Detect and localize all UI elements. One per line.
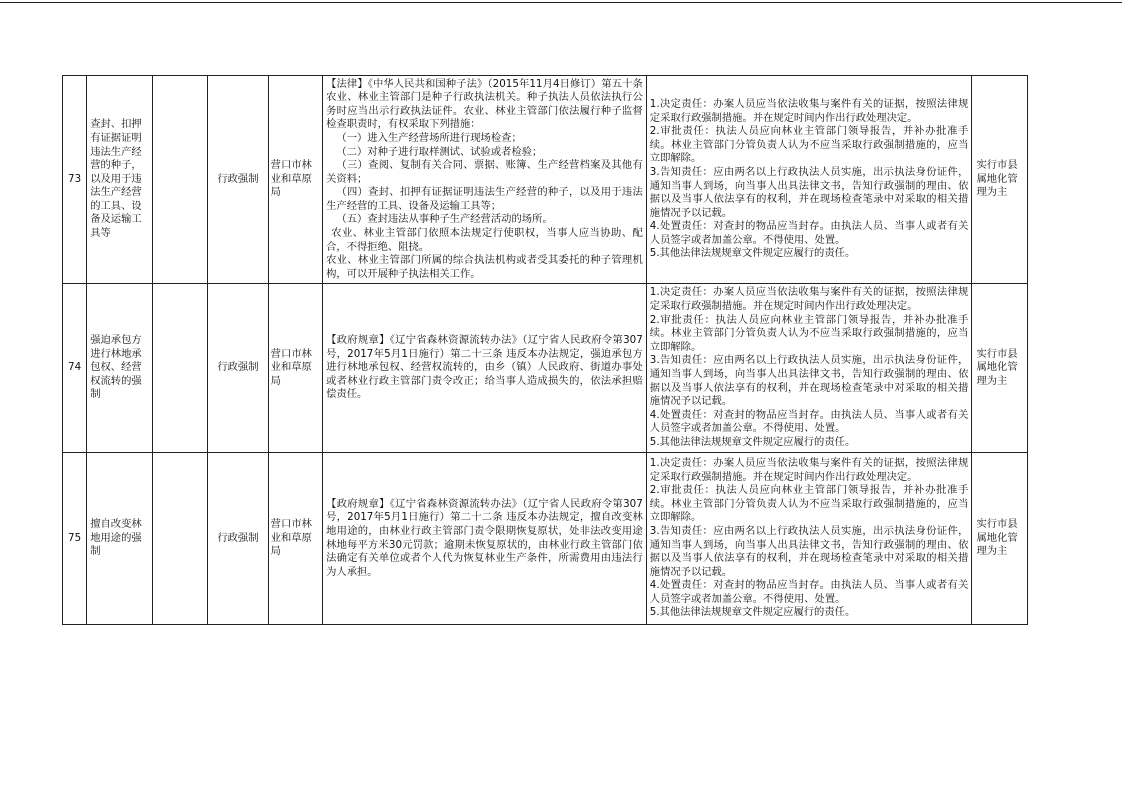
row-index: 75 xyxy=(63,453,87,625)
table-row xyxy=(63,453,1028,625)
legal-basis-cell xyxy=(323,76,647,284)
remark-cell: 实行市县属地化管理为主 xyxy=(972,76,1028,284)
power-list-table xyxy=(62,75,1028,625)
duty-item: 4.处置责任：对查封的物品应当封存。由执法人员、当事人或者有关人员签字或者加盖公章。不得使用、处置。 xyxy=(649,579,969,605)
duty-item: 2.审批责任：执法人员应向林业主管部门领导报告，并补办批准手续。林业主管部门分管负责人认为不应当采取行政强制措施的，应当立即解除。 xyxy=(649,125,969,165)
duty-item: 3.告知责任：应由两名以上行政执法人员实施，出示执法身份证件，通知当事人到场，向当事人出具法律文书，告知行政强制的理由、依据以及当事人依法享有的权利，并在现场检查笔录中对采取的相关措施情况予以记载。 xyxy=(649,354,969,408)
duty-item: 3.告知责任：应由两名以上行政执法人员实施，出示执法身份证件，通知当事人到场，向当事人出具法律文书，告知行政强制的理由、依据以及当事人依法享有的权利，并在现场检查笔录中对采取的相关措施情况予以记载。 xyxy=(649,524,969,578)
duty-item: 4.处置责任：对查封的物品应当封存。由执法人员、当事人或者有关人员签字或者加盖公章。不得使用、处置。 xyxy=(649,408,969,435)
legal-basis-cell xyxy=(323,453,647,625)
duty-item: 5.其他法律法规规章文件规定应履行的责任。 xyxy=(649,247,856,260)
basis-paragraph: （一）进入生产经营场所进行现场检查； xyxy=(336,131,522,144)
department-cell: 营口市林业和草原局 xyxy=(268,76,322,284)
table-row xyxy=(63,76,1028,284)
duty-item: 1.决定责任：办案人员应当依法收集与案件有关的证据，按照法律规定采取行政强制措施。并在规定时间内作出行政处理决定。 xyxy=(649,97,969,124)
sub-item-cell xyxy=(152,284,207,453)
basis-paragraph: （二）对种子进行取样测试、试验或者检验； xyxy=(336,145,543,158)
basis-paragraph: 农业、林业主管部门依照本法规定行使职权，当事人应当协助、配合，不得拒绝、阻挠。 xyxy=(326,227,643,253)
responsibility-cell xyxy=(646,284,972,453)
item-name-cell: 擅自改变林地用途的强制 xyxy=(87,453,153,625)
remark-cell: 实行市县属地化管理为主 xyxy=(972,284,1028,453)
basis-paragraph: 【法律】《中华人民共和国种子法》（2015年11月4日修订）第五十条 农业、林业主管部门是种子行政执法机关。种子执法人员依法执行公务时应当出示行政执法证件。农业、林业主管部门依法履行种子监督检查职责时，有权采取下列措施： xyxy=(326,77,643,131)
duty-item: 4.处置责任：对查封的物品应当封存。由执法人员、当事人或者有关人员签字或者加盖公章。不得使用、处置。 xyxy=(649,220,969,246)
table-row xyxy=(63,284,1028,453)
sub-item-cell xyxy=(152,76,207,284)
duty-item: 5.其他法律法规规章文件规定应履行的责任。 xyxy=(649,606,856,619)
basis-paragraph: 农业、林业主管部门所属的综合执法机构或者受其委托的种子管理机构，可以开展种子执法相关工作。 xyxy=(326,254,643,280)
power-type-cell: 行政强制 xyxy=(208,453,269,625)
duty-item: 3.告知责任：应由两名以上行政执法人员实施，出示执法身份证件，通知当事人到场，向当事人出具法律文书，告知行政强制的理由、依据以及当事人依法享有的权利，并在现场检查笔录中对采取的相关措施情况予以记载。 xyxy=(649,165,969,219)
legal-basis-cell xyxy=(323,284,647,453)
duty-item: 5.其他法律法规规章文件规定应履行的责任。 xyxy=(649,435,856,448)
duty-item: 1.决定责任：办案人员应当依法收集与案件有关的证据，按照法律规定采取行政强制措施。并在规定时间内作出行政处理决定。 xyxy=(649,286,969,313)
basis-paragraph: （四）查封、扣押有证据证明违法生产经营的种子，以及用于违法生产经营的工具、设备及运输工具等； xyxy=(326,186,643,212)
row-index: 73 xyxy=(63,76,87,284)
basis-paragraph: （五）查封违法从事种子生产经营活动的场所。 xyxy=(336,213,553,226)
remark-cell: 实行市县属地化管理为主 xyxy=(972,453,1028,625)
basis-paragraph: 【政府规章】《辽宁省森林资源流转办法》（辽宁省人民政府令第307号，2017年5月1日施行）第二十三条 违反本办法规定，强迫承包方进行林地承包权、经营权流转的，由乡（镇）人民政府、街道办事处或者林业行政主管部门责令改正；给当事人造成损失的，依法承担赔偿责任。 xyxy=(326,334,643,401)
page-top-rule xyxy=(0,2,1122,3)
basis-paragraph: （三）查阅、复制有关合同、票据、账簿、生产经营档案及其他有关资料； xyxy=(326,159,643,185)
responsibility-cell xyxy=(646,76,972,284)
row-index: 74 xyxy=(63,284,87,453)
department-cell: 营口市林业和草原局 xyxy=(268,284,322,453)
sub-item-cell xyxy=(152,453,207,625)
item-name-cell: 查封、扣押有证据证明违法生产经营的种子，以及用于违法生产经营的工具、设备及运输工具等 xyxy=(87,76,153,284)
department-cell: 营口市林业和草原局 xyxy=(268,453,322,625)
responsibility-cell xyxy=(646,453,972,625)
power-type-cell: 行政强制 xyxy=(208,284,269,453)
item-name-cell: 强迫承包方进行林地承包权、经营权流转的强制 xyxy=(87,284,153,453)
duty-item: 1.决定责任：办案人员应当依法收集与案件有关的证据，按照法律规定采取行政强制措施。并在规定时间内作出行政处理决定。 xyxy=(649,456,969,483)
basis-paragraph: 【政府规章】《辽宁省森林资源流转办法》（辽宁省人民政府令第307号，2017年5月1日施行）第二十二条 违反本办法规定，擅自改变林地用途的，由林业行政主管部门责令限期恢复原状，处非法改变用途林地每平方米30元罚款；逾期未恢复原状的，由林业行政主管部门依法确定有关单位或者个人代为恢复林业生产条件，所需费用由违法行为人承担。 xyxy=(326,497,643,578)
power-type-cell: 行政强制 xyxy=(208,76,269,284)
duty-item: 2.审批责任：执法人员应向林业主管部门领导报告，并补办批准手续。林业主管部门分管负责人认为不应当采取行政强制措施的，应当立即解除。 xyxy=(649,313,969,353)
duty-item: 2.审批责任：执法人员应向林业主管部门领导报告，并补办批准手续。林业主管部门分管负责人认为不应当采取行政强制措施的，应当立即解除。 xyxy=(649,484,969,524)
